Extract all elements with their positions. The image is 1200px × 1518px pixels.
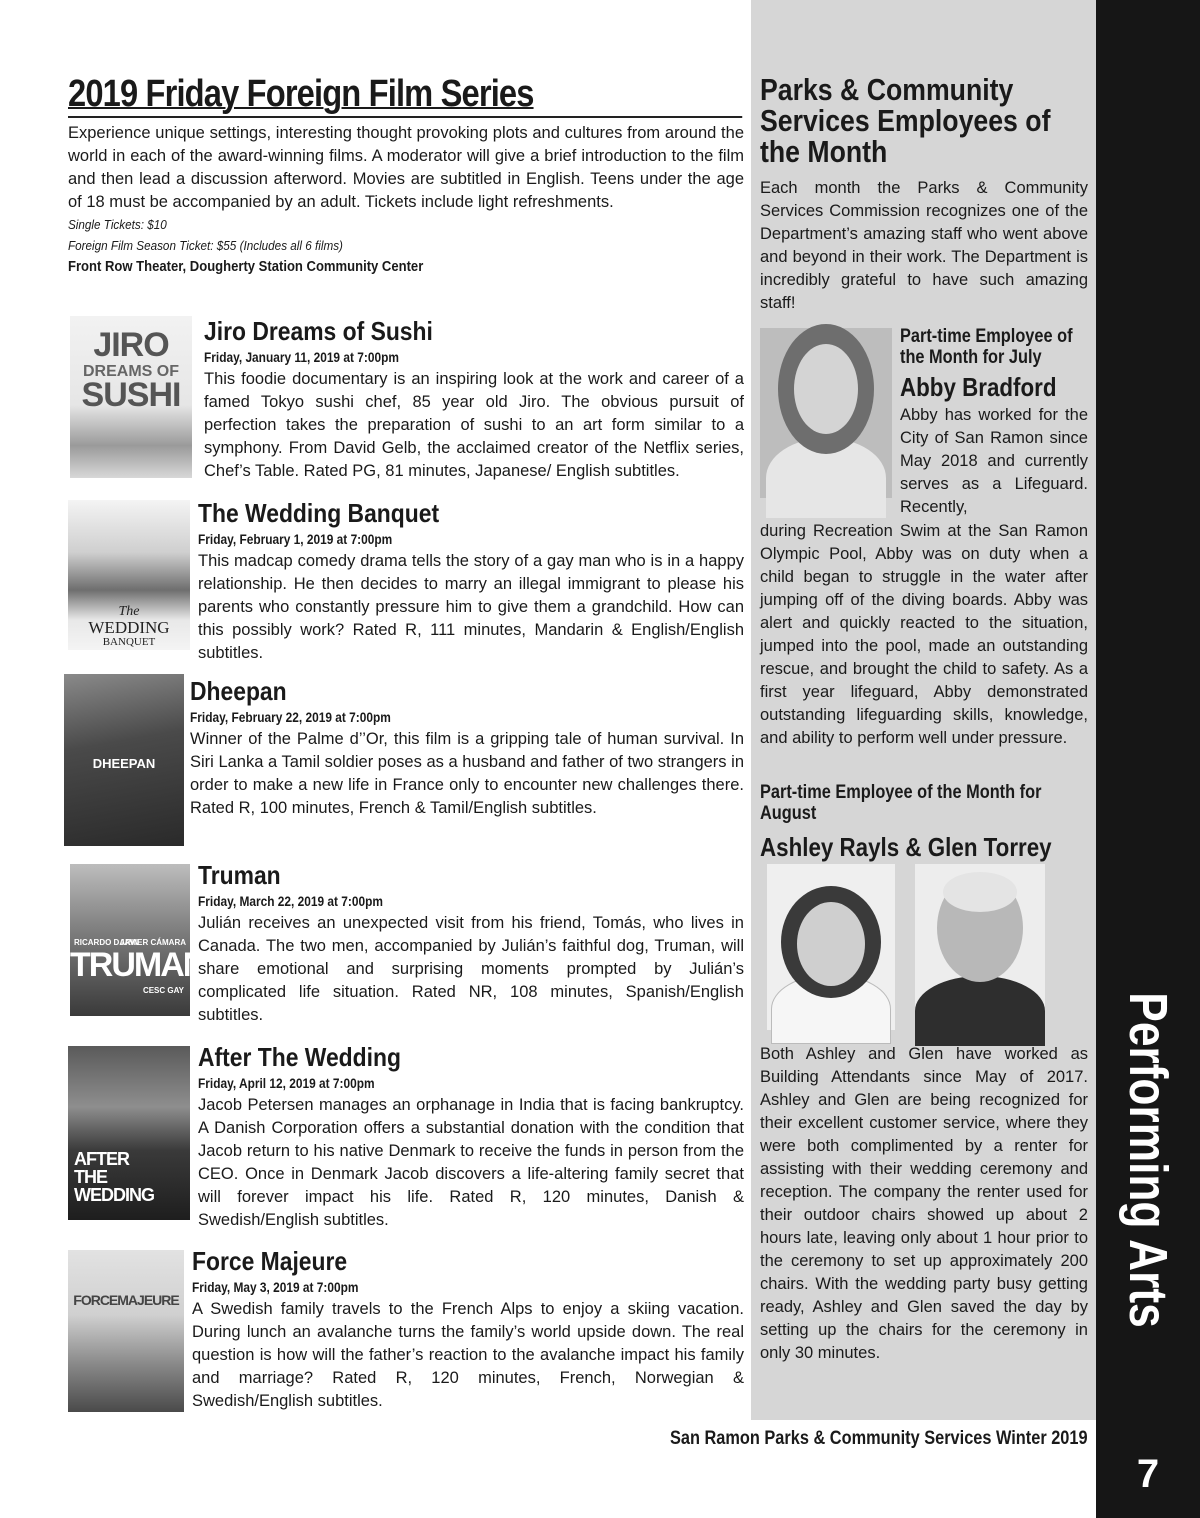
- film-entry: [68, 496, 744, 666]
- film-description: A Swedish family travels to the French Alps to enjoy a skiing vacation. During lunch an avalanche turns the family’s world upside down. The real question is how will the father’s reaction to the avalanche impact his family and marriage? Rated R, 120 minutes, French, Norwegian & Swedish/English subtitles.: [192, 1300, 744, 1410]
- page-number: 7: [1136, 1452, 1160, 1496]
- photo-abby-bradford: [760, 328, 892, 498]
- film-title: Dheepan: [190, 676, 287, 706]
- employees-of-the-month-sidebar: [751, 0, 1097, 1420]
- single-ticket-price: Single Tickets: $10: [68, 217, 167, 232]
- film-details: [190, 674, 744, 820]
- film-date: Friday, January 11, 2019 at 7:00pm: [204, 349, 399, 365]
- film-details: [198, 858, 744, 1027]
- film-entry: [68, 1040, 744, 1236]
- poster-jiro-dreams-of-sushi: JIRO DREAMS OF SUSHI: [70, 316, 192, 478]
- footer-publication: San Ramon Parks & Community Services Winter 2019: [670, 1428, 1088, 1449]
- poster-force-majeure: FORCEMAJEURE: [68, 1250, 184, 1412]
- film-date: Friday, February 1, 2019 at 7:00pm: [198, 531, 393, 547]
- film-series-intro: Experience unique settings, interesting thought provoking plots and cultures from around the world in each of the award-winning films. A moderator will give a brief introduction to the film and then lead a discussion afterword. Movies are subtitled in English. Teens under the age of 18 must be accompanied by an adult. Tickets include light refreshments.: [68, 124, 744, 211]
- film-entry: [68, 314, 744, 484]
- film-details: [204, 314, 744, 483]
- july-text-continued: during Recreation Swim at the San Ramon Olympic Pool, Abby was on duty when a child began to struggle in the water after jumping off of the diving boards. Abby was alert and quickly reacted to the situation, jumped into the pool, made an outstanding rescue, and brought the child to safety. As a first year lifeguard, Abby demonstrated outstanding lifeguarding skills, knowledge, and ability to perform well under pressure.: [760, 522, 1088, 747]
- section-tab-label: Performing Arts: [1118, 992, 1178, 1328]
- film-title: Truman: [198, 860, 281, 890]
- film-description: Julián receives an unexpected visit from his friend, Tomás, who lives in Canada. The two men, accompanied by Julián’s faithful dog, Truman, will share emotional and surprising moments prompted by Julián’s complicated life situation. Rated NR, 108 minutes, Spanish/English subtitles.: [198, 914, 744, 1024]
- photo-ashley-rayls: [767, 864, 895, 1030]
- july-text: Abby has worked for the City of San Ramon since May 2018 and currently serves as a Lifeguard. Recently,: [900, 406, 1088, 516]
- section-tab: [1096, 0, 1200, 1518]
- august-text: Both Ashley and Glen have worked as Building Attendants since May of 2017. Ashley and Glen are being recognized for their excellent customer service, where they were both complimented by a renter for assisting with their wedding ceremony and reception. The company the renter used for their outdoor chairs showed up about 2 hours late, leaving only about 1 hour prior to the ceremony to set up approximately 200 chairs. With the wedding party busy getting ready, Ashley and Glen saved the day by setting up the chairs for the ceremony in only 30 minutes.: [760, 1045, 1088, 1362]
- film-description: Jacob Petersen manages an orphanage in India that is facing bankruptcy. A Danish Corporation offers a substantial donation with the condition that Jacob return to his native Denmark to receive the funds in person from the CEO. Once in Denmark Jacob discovers a life-altering family secret that will forever impact his life. Rated R, 120 minutes, Danish & Swedish/English subtitles.: [198, 1096, 744, 1229]
- film-description: This foodie documentary is an inspiring look at the work and career of a famed Tokyo sushi chef, 85 year old Jiro. The obvious pursuit of perfection takes the preparation of sushi to an art form similar to a symphony. From David Gelb, the acclaimed creator of the Netflix series, Chef’s Table. Rated PG, 81 minutes, Japanese/ English subtitles.: [204, 370, 744, 480]
- poster-truman: RICARDO DARIN JAVIER CÁMARA TRUMAN CESC GAY: [70, 864, 190, 1016]
- film-date: Friday, March 22, 2019 at 7:00pm: [198, 893, 383, 909]
- poster-after-the-wedding: AFTER THE WEDDING: [68, 1046, 190, 1220]
- film-entry: [68, 858, 744, 1028]
- film-details: [198, 496, 744, 665]
- august-heading: Part-time Employee of the Month for August: [760, 782, 1042, 824]
- film-description: Winner of the Palme d’’Or, this film is a gripping tale of human survival. In Siri Lanka a Tamil soldier poses as a husband and father of two strangers in order to make a new life in France only to encounter new challenges there. Rated R, 100 minutes, French & Tamil/English subtitles.: [190, 730, 744, 817]
- film-series-intro-block: [68, 122, 744, 278]
- film-title: Force Majeure: [192, 1246, 348, 1276]
- film-details: [198, 1040, 744, 1232]
- poster-the-wedding-banquet: The WEDDING BANQUET: [68, 500, 190, 650]
- film-entry: [64, 674, 744, 850]
- august-employee-names: Ashley Rayls & Glen Torrey: [760, 832, 1052, 862]
- film-date: Friday, April 12, 2019 at 7:00pm: [198, 1075, 375, 1091]
- film-title: After The Wedding: [198, 1042, 401, 1072]
- film-details: [192, 1244, 744, 1413]
- sidebar-title: Parks & Community Services Employees of the Month: [760, 72, 1051, 169]
- film-title: Jiro Dreams of Sushi: [204, 316, 433, 346]
- season-ticket-price: Foreign Film Season Ticket: $55 (Includes all 6 films): [68, 238, 343, 253]
- film-date: Friday, May 3, 2019 at 7:00pm: [192, 1279, 359, 1295]
- film-entry: [68, 1244, 744, 1414]
- film-date: Friday, February 22, 2019 at 7:00pm: [190, 709, 391, 725]
- poster-dheepan: DHEEPAN: [64, 674, 184, 846]
- photo-glen-torrey: [915, 864, 1045, 1030]
- page-title: 2019 Friday Foreign Film Series: [68, 72, 742, 118]
- film-title: The Wedding Banquet: [198, 498, 440, 528]
- july-heading: Part-time Employee of the Month for July: [900, 326, 1073, 368]
- sidebar-intro: Each month the Parks & Community Services Commission recognizes one of the Department’s amazing staff who went above and beyond in their work. The Department is incredibly grateful to have such amazing staff!: [760, 179, 1088, 312]
- film-description: This madcap comedy drama tells the story of a gay man who is in a happy relationship. He then decides to marry an illegal immigrant to please his parents who constantly pressure him to give them a grandchild. How can this possibly work? Rated R, 111 minutes, Mandarin & English/English subtitles.: [198, 552, 744, 662]
- venue: Front Row Theater, Dougherty Station Community Center: [68, 259, 424, 275]
- july-employee-name: Abby Bradford: [900, 372, 1057, 402]
